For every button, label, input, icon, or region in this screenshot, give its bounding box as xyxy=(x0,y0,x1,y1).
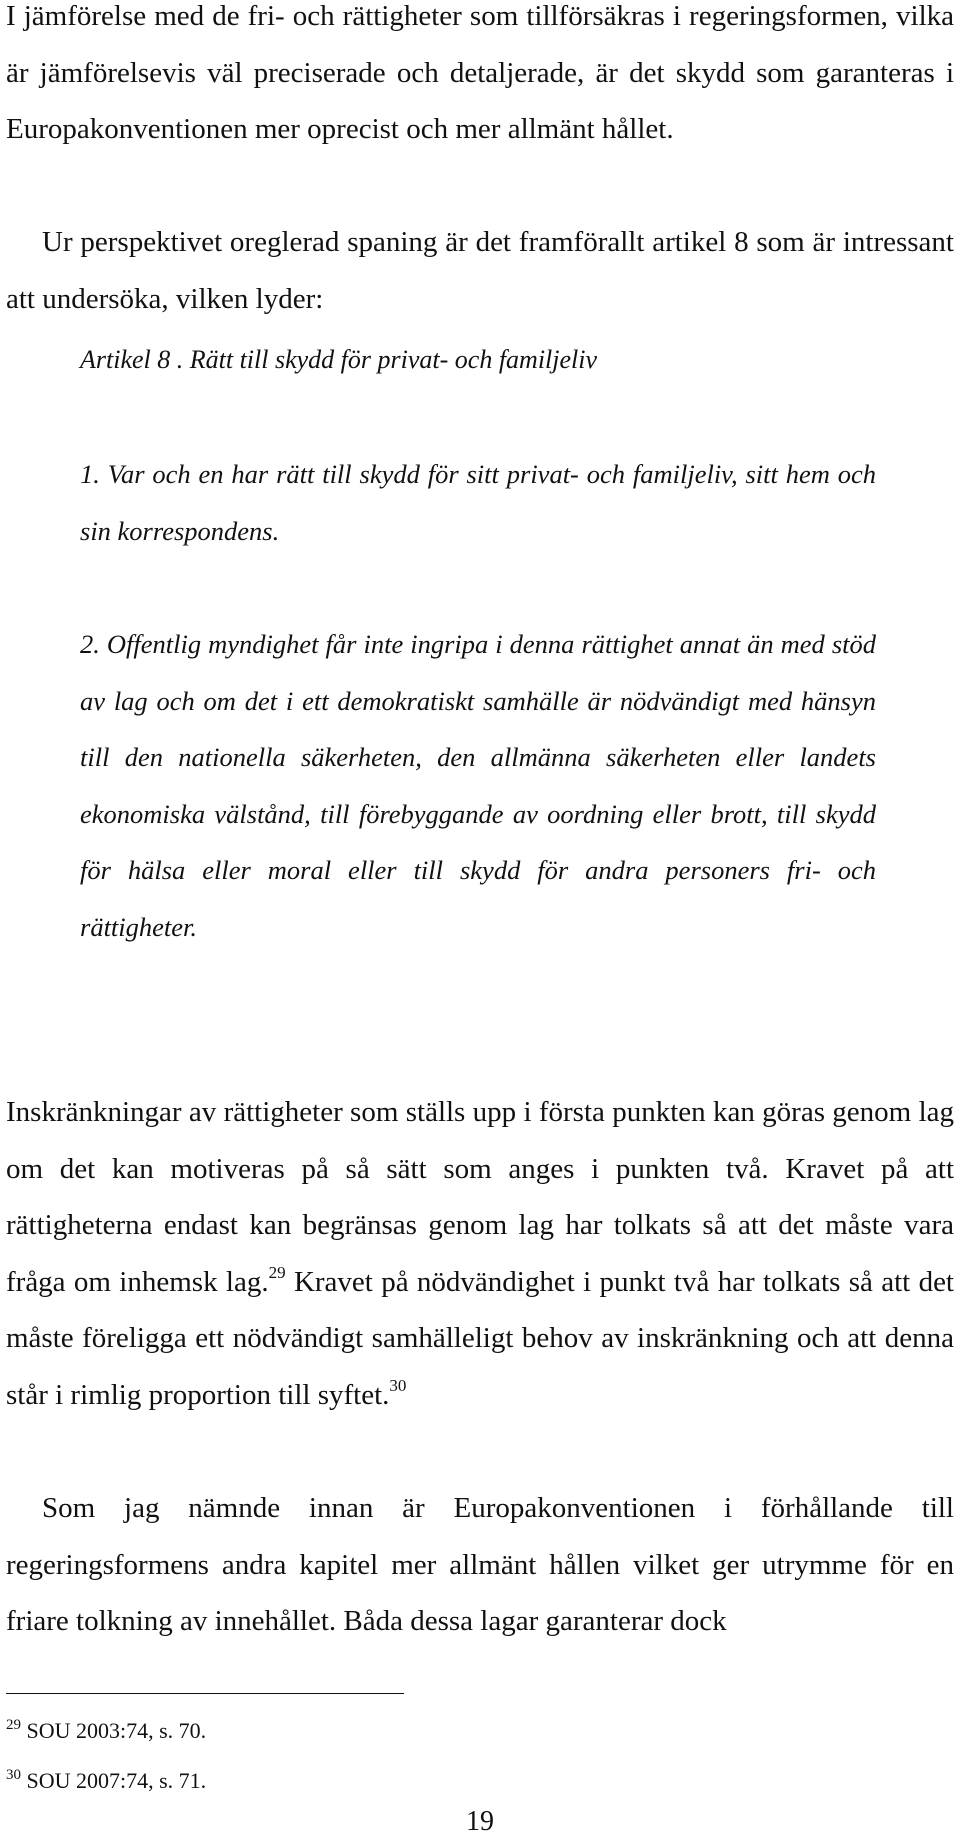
footnote-text: SOU 2003:74, s. 70. xyxy=(26,1718,207,1743)
paragraph-comparison: Som jag nämnde innan är Europakonventionen i förhållande till regeringsformens andra kapitel mer allmänt hållen vilket ger utrymme för en friare tolkning av innehållet. Båda dessa lagar garanterar dock xyxy=(6,1492,954,1637)
paragraph-restrictions-part-2: Kravet på nödvändighet i punkt två har tolkats så att det måste föreligga ett nödvändigt samhälleligt behov av inskränkning och att denna står i rimlig proportion till syftet. xyxy=(6,1265,954,1411)
footnote-ref-30[interactable]: 30 xyxy=(389,1375,407,1395)
paragraph-article-8-intro: Ur perspektivet oreglerad spaning är det framförallt artikel 8 som är intressant att undersöka, vilken lyder: xyxy=(6,226,954,315)
footnote-number: 30 xyxy=(6,1766,21,1783)
footnote-text: SOU 2007:74, s. 71. xyxy=(26,1768,207,1793)
paragraph-intro: I jämförelse med de fri- och rättigheter som tillförsäkras i regeringsformen, vilka är jämförelsevis väl preciserade och detaljerade, är det skydd som garanteras i Europakonventionen mer oprecist och mer allmänt hållet. xyxy=(6,0,954,145)
footnote-30 xyxy=(6,1766,206,1796)
paragraph-restrictions xyxy=(6,1084,954,1423)
article-8-heading: Artikel 8 . Rätt till skydd för privat- och familjeliv xyxy=(80,345,598,374)
footnote-number: 29 xyxy=(6,1716,21,1733)
footnote-29 xyxy=(6,1716,206,1746)
footnote-ref-29[interactable]: 29 xyxy=(268,1262,286,1282)
article-8-item-1: 1. Var och en har rätt till skydd för sitt privat- och familjeliv, sitt hem och sin korrespondens. xyxy=(80,459,876,546)
footnote-divider xyxy=(6,1693,404,1694)
paragraph-restrictions-part-1: Inskränkningar av rättigheter som ställs upp i första punkten kan göras genom lag om det kan motiveras på så sätt som anges i punkten två. Kravet på att rättigheterna endast kan begränsas genom lag har tolkats så att det måste vara fråga om inhemsk lag. xyxy=(6,1096,954,1298)
article-8-item-2: 2. Offentlig myndighet får inte ingripa i denna rättighet annat än med stöd av lag och om det i ett demokratiskt samhälle är nödvändigt med hänsyn till den nationella säkerheten, den allmänna säkerheten eller landets ekonomiska välstånd, till förebyggande av oordning eller brott, till skydd för hälsa eller moral eller till skydd för andra personers fri- och rättigheter. xyxy=(80,629,876,942)
page-number: 19 xyxy=(466,1806,494,1837)
